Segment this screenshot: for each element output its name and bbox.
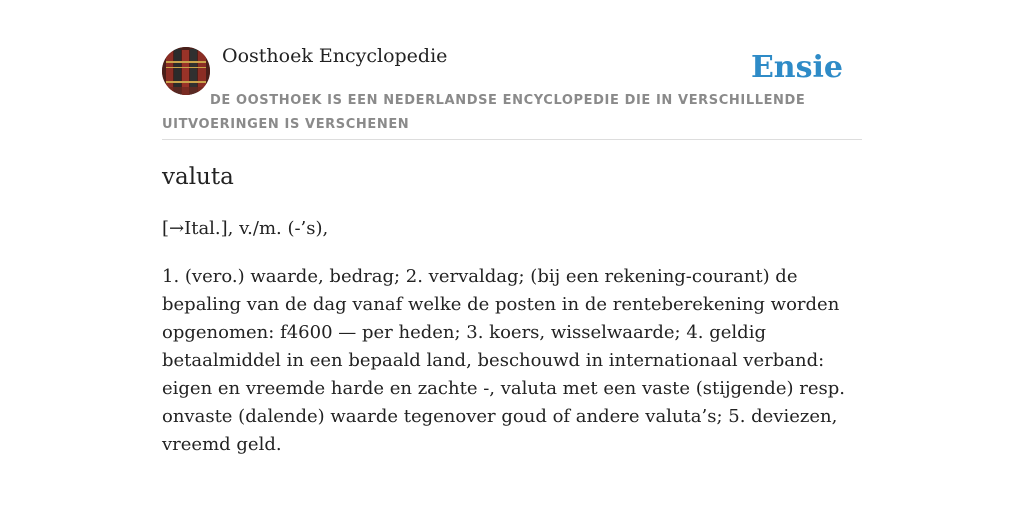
entry-definition: 1. (vero.) waarde, bedrag; 2. vervaldag; (bij een rekening-courant) de bepaling van de dag vanaf welke de posten in de renteberekening worden opgenomen: f4600 — per heden; 3. koers, wisselwaarde; 4. geldig betaalmiddel in een bepaald land, beschouwd in internationaal verband: eigen en vreemde harde en zachte -, valuta met een vaste (stijgende) resp. onvaste (dalende) waarde tegenover goud of andere valuta’s; 5. deviezen, vreemd geld. bbox=[162, 266, 845, 455]
encyclopedia-books-icon[interactable] bbox=[162, 47, 210, 95]
divider bbox=[162, 139, 862, 140]
entry-etymology: [→Ital.], v./m. (-’s), bbox=[162, 218, 329, 239]
source-description: DE OOSTHOEK IS EEN NEDERLANDSE ENCYCLOPEDIE DIE IN VERSCHILLENDE UITVOERINGEN IS VERSCHENEN bbox=[162, 93, 806, 132]
source-title[interactable]: Oosthoek Encyclopedie bbox=[222, 45, 448, 67]
brand-logo[interactable]: Ensie bbox=[750, 50, 843, 85]
entry-headword: valuta bbox=[162, 164, 234, 190]
